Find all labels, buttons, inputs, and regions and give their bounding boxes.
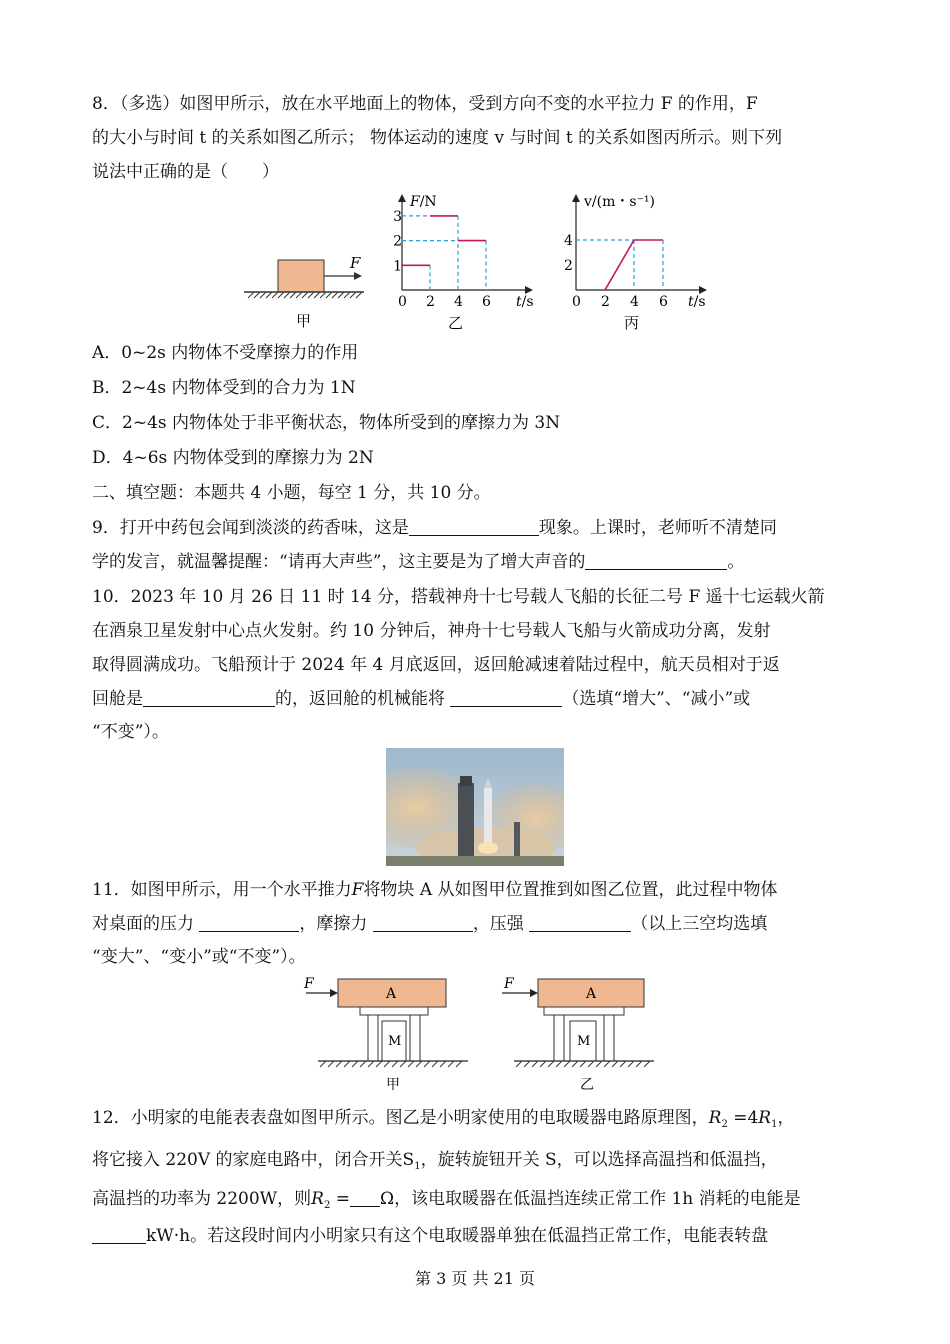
caption-yi: 乙 xyxy=(580,1077,594,1093)
force-label: F xyxy=(504,976,514,992)
x-axis-arrow xyxy=(525,286,533,294)
q8-option-a: A．0~2s 内物体不受摩擦力的作用 xyxy=(92,343,359,363)
force-label: F xyxy=(304,976,314,992)
x-tick-label-4: 4 xyxy=(630,294,639,310)
q12-blank-1[interactable] xyxy=(350,1188,380,1207)
q11-line2 xyxy=(92,912,767,936)
q12-r2: R xyxy=(708,1108,722,1128)
section-heading: 二、填空题：本题共 4 小题，每空 1 分，共 10 分。 xyxy=(92,483,491,503)
q10-text-b: 的，返回舱的机械能将 xyxy=(275,689,451,709)
q10-line2: 在酒泉卫星发射中心点火发射。约 10 分钟后，神舟十七号载人飞船与火箭成功分离，发射 xyxy=(92,621,771,641)
caption-jia: 甲 xyxy=(386,1077,400,1093)
q12-line2 xyxy=(92,1148,778,1179)
q11-line1 xyxy=(92,878,778,902)
x-tick-label-0: 0 xyxy=(572,294,581,310)
q10-line4 xyxy=(92,687,750,711)
y-tick-label-2: 2 xyxy=(564,258,573,274)
q9-text-b: 现象。上课时，老师听不清楚同 xyxy=(538,518,777,538)
q11-text-d: ，摩擦力 xyxy=(299,914,373,934)
q12-text-b: ， xyxy=(777,1108,795,1128)
figure-q11-yi xyxy=(496,975,666,1093)
q12-line4 xyxy=(92,1224,768,1248)
q11-force-symbol: F xyxy=(351,880,364,900)
q12-s1-sub: 1 xyxy=(414,1161,421,1172)
y-tick-label-2: 2 xyxy=(393,233,402,250)
q12-text-g: Ω，该电取暖器在低温挡连续正常工作 1h 消耗的电能是 xyxy=(379,1189,801,1209)
q11-blank-3[interactable] xyxy=(529,913,631,932)
block-a-label: A xyxy=(586,986,597,1002)
q12-text-h: kW·h。若这段时间内小明家只有这个电取暖器单独在低温挡正常工作，电能表转盘 xyxy=(146,1226,769,1246)
q12-line3 xyxy=(92,1187,801,1218)
launch-tower xyxy=(458,783,474,858)
x-tick-label-0: 0 xyxy=(398,294,407,310)
x-tick-label-4: 4 xyxy=(454,294,463,310)
caption-yi: 乙 xyxy=(448,314,464,332)
q12-r1-sub: 1 xyxy=(771,1119,778,1130)
q12-line1 xyxy=(92,1106,794,1137)
q8-option-d: D．4~6s 内物体受到的摩擦力为 2N xyxy=(92,448,374,468)
x-tick-label-2: 2 xyxy=(601,294,610,310)
q9-blank-1[interactable] xyxy=(409,517,539,536)
q9-blank-2[interactable] xyxy=(585,551,727,570)
caption-bing: 丙 xyxy=(624,314,640,332)
q12-text-a: 12．小明家的电能表表盘如图甲所示。图乙是小明家使用的电取暖器电路原理图， xyxy=(92,1108,709,1128)
q10-text-c: （选填“增大”、“减小”或 xyxy=(562,689,751,709)
q9-line2 xyxy=(92,550,744,574)
x-axis-label: t/s xyxy=(688,294,706,310)
block-a-label: A xyxy=(386,986,397,1002)
table-leg-right xyxy=(410,1015,420,1061)
q10-line1: 10．2023 年 10 月 26 日 11 时 14 分，搭载神舟十七号载人飞船的长征二号 F 遥十七运载火箭 xyxy=(92,587,825,607)
q12-text-f: = xyxy=(330,1189,350,1209)
table-leg-right xyxy=(604,1015,614,1061)
table-leg-left xyxy=(554,1015,564,1061)
flame xyxy=(478,842,498,854)
q10-line5: “不变”）。 xyxy=(92,722,169,742)
q12-r2-sub: 2 xyxy=(721,1119,728,1130)
q12-r2b-sub: 2 xyxy=(323,1200,331,1211)
y-tick-label-1: 1 xyxy=(393,258,402,275)
q11-text-a: 11．如图甲所示，用一个水平推力 xyxy=(92,880,352,900)
y-tick-label-3: 3 xyxy=(393,208,402,225)
force-arrowhead xyxy=(354,272,362,280)
object-m-label: M xyxy=(577,1034,591,1049)
table-leg-left xyxy=(368,1015,378,1061)
chart-bing xyxy=(562,190,722,332)
velocity-segment-0 xyxy=(605,240,634,290)
push-arrow xyxy=(330,989,338,997)
figure-jia xyxy=(240,250,370,332)
x-tick-label-6: 6 xyxy=(659,294,668,310)
y-tick-label-4: 4 xyxy=(564,233,573,249)
table-top xyxy=(544,1007,624,1015)
floor-hatch xyxy=(516,1061,650,1067)
q11-line3: “变大”、“变小”或“不变”）。 xyxy=(92,947,306,967)
y-axis-arrow xyxy=(398,194,406,202)
floor-hatch xyxy=(320,1061,462,1067)
chart-yi xyxy=(388,190,538,332)
q9-text-d: 。 xyxy=(727,552,745,572)
push-arrow xyxy=(530,989,538,997)
caption-jia: 甲 xyxy=(296,312,312,330)
page-footer: 第 3 页 共 21 页 xyxy=(415,1269,535,1288)
ground xyxy=(386,856,564,866)
q8-line3: 说法中正确的是（ ） xyxy=(92,162,279,182)
q8-option-c: C．2~4s 内物体处于非平衡状态，物体所受到的摩擦力为 3N xyxy=(92,413,561,433)
q12-blank-2[interactable] xyxy=(92,1225,146,1244)
q8-line2: 的大小与时间 t 的关系如图乙所示； 物体运动的速度 v 与时间 t 的关系如图丙所示。则下列 xyxy=(92,128,783,148)
q11-text-f: （以上三空均选填 xyxy=(631,914,768,934)
x-tick-label-6: 6 xyxy=(482,294,491,310)
table-top xyxy=(360,1007,428,1015)
q12-r1: R xyxy=(758,1108,772,1128)
q12-text-d: ，旋转旋钮开关 S，可以选择高温挡和低温挡， xyxy=(420,1150,778,1170)
q9-text-a: 9．打开中药包会闻到淡淡的药香味，这是 xyxy=(92,518,409,538)
q12-text-c: 将它接入 220V 的家庭电路中，闭合开关 xyxy=(92,1150,403,1170)
figure-q11-jia xyxy=(300,975,470,1093)
q10-text-a: 回舱是 xyxy=(92,689,143,709)
x-axis-label: t/s xyxy=(516,294,534,310)
q10-blank-2[interactable] xyxy=(450,688,562,707)
q12-eq: =4 xyxy=(727,1108,759,1128)
force-label: F xyxy=(350,254,361,272)
q12-r2b: R xyxy=(311,1189,324,1209)
q11-blank-2[interactable] xyxy=(373,913,473,932)
q11-blank-1[interactable] xyxy=(199,913,299,932)
q8-line1: 8．（多选）如图甲所示，放在水平地面上的物体，受到方向不变的水平拉力 F 的作用，F xyxy=(92,94,758,114)
q11-text-c: 对桌面的压力 xyxy=(92,914,200,934)
q11-text-e: ，压强 xyxy=(472,914,530,934)
q12-s1: S xyxy=(402,1150,415,1170)
x-axis-arrow xyxy=(699,286,707,294)
q10-line3: 取得圆满成功。飞船预计于 2024 年 4 月底返回，返回舱减速着陆过程中，航天员相对于返 xyxy=(92,655,780,675)
rocket-launch-photo xyxy=(386,748,564,866)
y-axis-arrow xyxy=(572,194,580,202)
y-axis-label: v/(m・s⁻¹) xyxy=(584,194,656,210)
object-m-label: M xyxy=(388,1034,402,1049)
block xyxy=(278,260,324,292)
rocket xyxy=(484,788,492,844)
q11-text-b: 将物块 A 从如图甲位置推到如图乙位置，此过程中物体 xyxy=(363,880,778,900)
q10-blank-1[interactable] xyxy=(143,688,275,707)
q9-text-c: 学的发言，就温馨提醒：“请再大声些”，这主要是为了增大声音的 xyxy=(92,552,586,572)
x-tick-label-2: 2 xyxy=(426,294,435,310)
q9-line1 xyxy=(92,516,777,540)
ground-hatch xyxy=(248,292,362,298)
y-axis-label: F/N xyxy=(410,194,437,210)
q12-text-e: 高温挡的功率为 2200W，则 xyxy=(92,1189,312,1209)
q8-option-b: B．2~4s 内物体受到的合力为 1N xyxy=(92,378,356,398)
